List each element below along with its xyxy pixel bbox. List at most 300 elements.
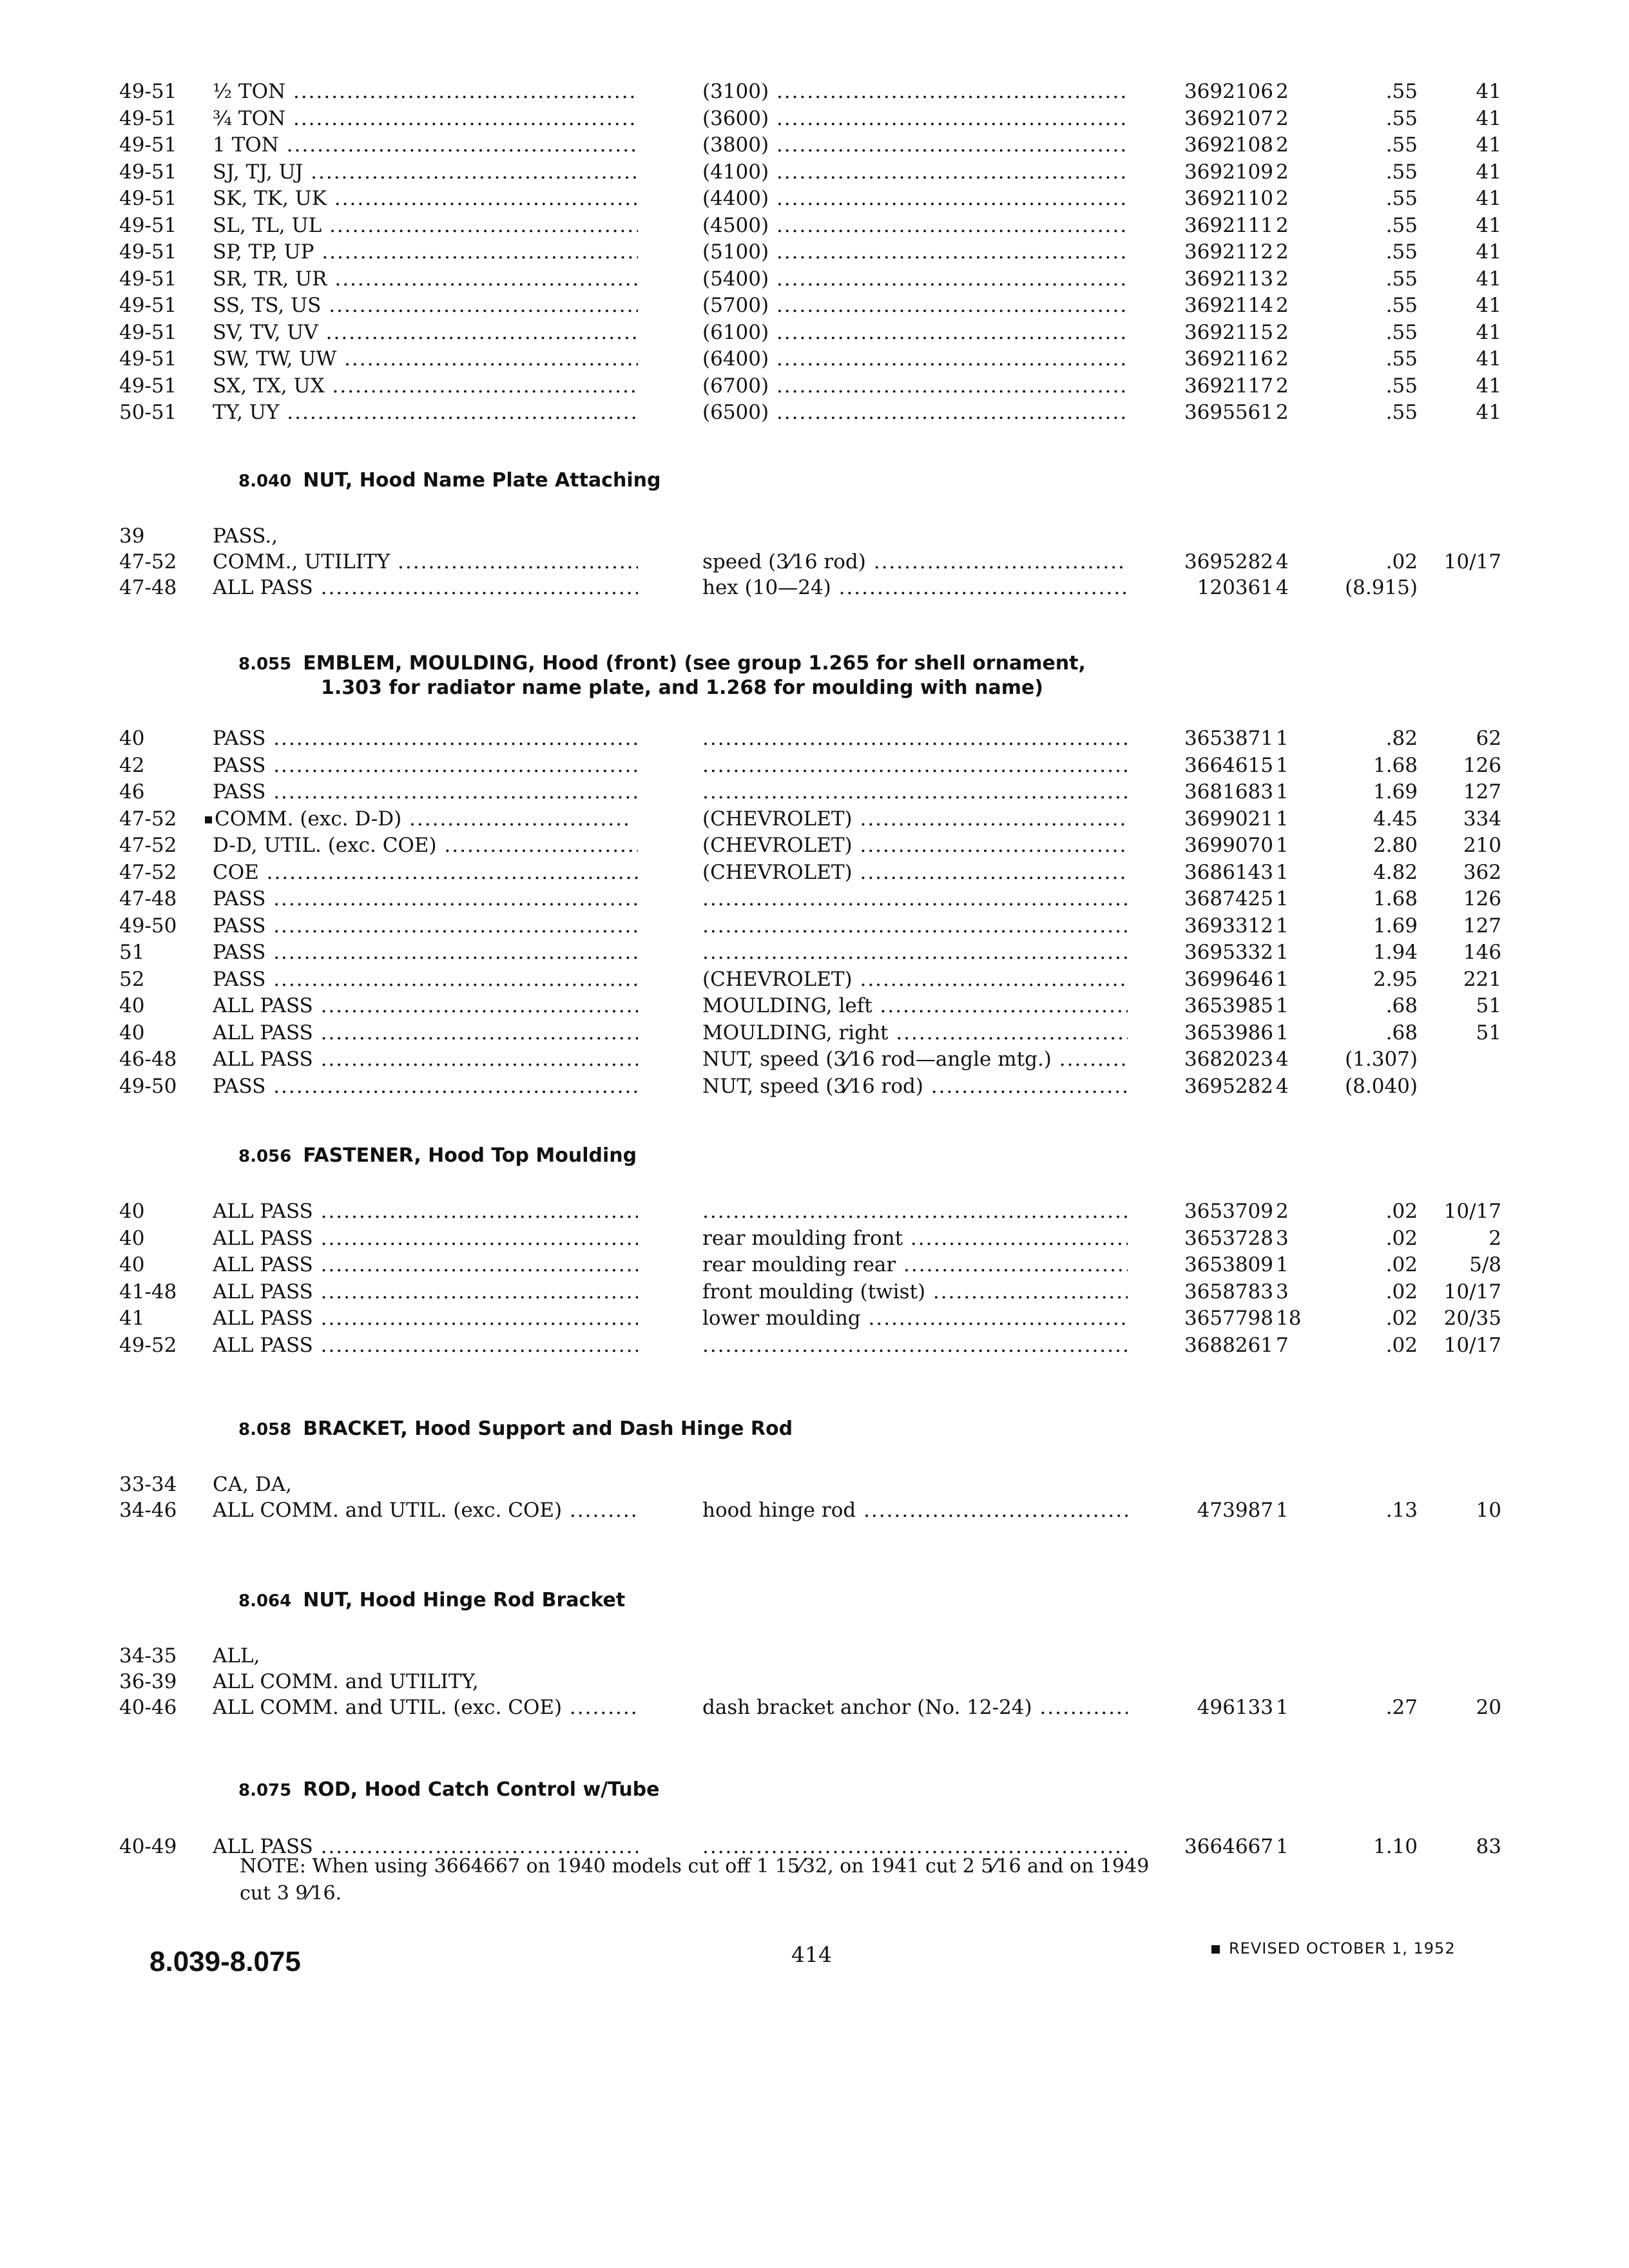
- price-cell: [1321, 1279, 1418, 1305]
- part-number-cell: [1144, 1279, 1273, 1305]
- year-cell: [119, 1834, 177, 1860]
- weight-cell-text: 41: [1476, 320, 1501, 344]
- table-row: [0, 1198, 1629, 1224]
- weight-cell: [1418, 779, 1501, 805]
- part-number-cell: [1144, 913, 1273, 939]
- table-row: [0, 213, 1629, 238]
- quantity-cell: [1276, 132, 1302, 158]
- model-cell: [213, 1643, 638, 1669]
- section-title: NUT, Hood Hinge Rod Bracket: [303, 1589, 626, 1611]
- model-cell-text: TY, UY: [213, 401, 280, 424]
- model-cell: [205, 806, 630, 832]
- description-cell: [702, 239, 1128, 265]
- part-number-cell-text: 3688261: [1184, 1333, 1273, 1357]
- quantity-cell-text: 1: [1276, 994, 1289, 1017]
- year-cell-text: 49-50: [119, 914, 177, 937]
- quantity-cell: [1276, 779, 1302, 805]
- part-number-cell-text: 3653709: [1184, 1200, 1273, 1223]
- description-cell-text: (CHEVROLET): [702, 834, 853, 857]
- description-cell: [702, 549, 1128, 575]
- description-cell: [702, 1305, 1128, 1331]
- year-cell: [119, 549, 177, 575]
- price-cell-text: .55: [1385, 213, 1418, 237]
- section-number: 8.075: [238, 1781, 292, 1800]
- quantity-cell: [1276, 1252, 1302, 1278]
- weight-cell: [1418, 239, 1501, 265]
- price-cell-text: 1.10: [1373, 1835, 1418, 1858]
- price-cell: [1321, 1046, 1418, 1072]
- table-row: [0, 106, 1629, 131]
- description-cell-text: dash bracket anchor (No. 12-24): [702, 1696, 1032, 1719]
- weight-cell: [1418, 753, 1501, 778]
- weight-cell: [1418, 886, 1501, 912]
- model-cell: [213, 1497, 638, 1523]
- quantity-cell: [1276, 1305, 1302, 1331]
- model-cell-text: ALL PASS: [213, 1021, 313, 1044]
- price-cell-text: .55: [1385, 160, 1418, 184]
- description-cell-text: lower moulding: [702, 1307, 861, 1330]
- table-row: [0, 1046, 1629, 1072]
- weight-cell: [1418, 79, 1501, 104]
- model-cell-text: PASS: [213, 780, 266, 803]
- year-cell: [119, 1472, 177, 1497]
- part-number-cell: [1144, 213, 1273, 238]
- description-cell: [702, 993, 1128, 1019]
- price-cell-text: .02: [1385, 1333, 1418, 1357]
- year-cell-text: 52: [119, 967, 145, 991]
- year-cell-text: 47-52: [119, 860, 177, 884]
- description-cell-text: (3100): [702, 80, 769, 103]
- price-cell-text: (1.307): [1345, 1048, 1418, 1071]
- table-row: [0, 346, 1629, 372]
- quantity-cell: [1276, 266, 1302, 292]
- year-cell: [119, 753, 144, 778]
- model-cell: [213, 186, 638, 211]
- year-cell-text: 49-51: [119, 347, 177, 370]
- description-cell-text: MOULDING, left: [702, 994, 872, 1017]
- table-row: [0, 373, 1629, 399]
- quantity-cell: [1276, 239, 1302, 265]
- price-cell-text: .55: [1385, 240, 1418, 264]
- model-cell-text: SV, TV, UV: [213, 320, 318, 344]
- part-number-cell-text: 3692113: [1184, 267, 1273, 291]
- price-cell-text: .55: [1385, 267, 1418, 291]
- part-number-cell-text: 3692107: [1184, 106, 1273, 130]
- model-cell: [213, 239, 638, 265]
- year-cell: [119, 1046, 177, 1072]
- table-row: [0, 860, 1629, 885]
- quantity-cell-text: 3: [1276, 1280, 1289, 1303]
- model-cell: [213, 966, 638, 992]
- quantity-cell-text: 1: [1276, 727, 1289, 750]
- description-cell-text: rear moulding front: [702, 1226, 903, 1250]
- weight-cell: [1418, 132, 1501, 158]
- model-cell-text: PASS: [213, 941, 266, 964]
- model-cell-text: SP, TP, UP: [213, 240, 314, 264]
- price-cell: [1321, 966, 1418, 992]
- quantity-cell-text: 2: [1276, 320, 1289, 344]
- price-cell-text: .02: [1385, 550, 1418, 573]
- year-cell: [119, 106, 177, 131]
- description-cell: [702, 726, 1128, 751]
- description-cell-text: (5700): [702, 294, 769, 317]
- weight-cell: [1418, 106, 1501, 131]
- year-cell-text: 46: [119, 780, 145, 803]
- year-cell: [119, 993, 144, 1019]
- quantity-cell: [1276, 320, 1302, 345]
- model-cell: [213, 320, 638, 345]
- part-number-cell-text: 3653809: [1184, 1253, 1273, 1276]
- weight-cell-text: 126: [1463, 887, 1501, 910]
- weight-cell: [1418, 726, 1501, 751]
- year-cell: [119, 1073, 177, 1099]
- quantity-cell-text: 1: [1276, 1696, 1289, 1719]
- section-title: NUT, Hood Name Plate Attaching: [303, 469, 661, 492]
- part-number-cell-text: 3695561: [1184, 401, 1273, 424]
- year-cell-text: 49-51: [119, 106, 177, 130]
- price-cell: [1321, 1834, 1418, 1860]
- year-cell: [119, 79, 177, 104]
- weight-cell-text: 41: [1476, 374, 1501, 398]
- table-row: [0, 966, 1629, 992]
- price-cell: [1321, 779, 1418, 805]
- description-cell: [702, 832, 1128, 858]
- year-cell: [119, 159, 177, 185]
- weight-cell: [1418, 993, 1501, 1019]
- description-cell: [702, 779, 1128, 805]
- year-cell-text: 40: [119, 1253, 145, 1276]
- price-cell: [1321, 399, 1418, 425]
- year-cell-text: 47-48: [119, 576, 177, 599]
- price-cell: [1321, 832, 1418, 858]
- weight-cell: [1418, 320, 1501, 345]
- model-cell-text: COMM., UTILITY: [213, 550, 390, 573]
- year-cell-text: 41-48: [119, 1280, 177, 1303]
- weight-cell: [1418, 913, 1501, 939]
- model-cell: [213, 939, 638, 965]
- quantity-cell-text: 18: [1276, 1307, 1302, 1330]
- description-cell-text: rear moulding rear: [702, 1253, 896, 1276]
- weight-cell: [1418, 373, 1501, 399]
- year-cell: [119, 1252, 144, 1278]
- section-number: 8.040: [238, 472, 292, 491]
- price-cell-text: .55: [1385, 80, 1418, 103]
- model-cell: [213, 779, 638, 805]
- weight-cell-text: 126: [1463, 753, 1501, 777]
- weight-cell-text: 41: [1476, 80, 1501, 103]
- weight-cell-text: 41: [1476, 213, 1501, 237]
- revised-marker-icon: [205, 816, 212, 823]
- price-cell: [1321, 913, 1418, 939]
- model-cell-text: ALL PASS: [213, 1226, 313, 1250]
- model-cell: [213, 913, 638, 939]
- model-cell-text: PASS: [213, 1074, 266, 1098]
- year-cell-text: 49-52: [119, 1333, 177, 1357]
- model-cell: [213, 1669, 638, 1695]
- weight-cell-text: 41: [1476, 347, 1501, 370]
- part-number-cell-text: 3681683: [1184, 780, 1273, 803]
- part-number-cell: [1144, 79, 1273, 104]
- model-cell: [213, 213, 638, 238]
- part-number-cell: [1144, 320, 1273, 345]
- price-cell-text: .82: [1385, 727, 1418, 750]
- year-cell-text: 49-51: [119, 160, 177, 184]
- price-cell: [1321, 939, 1418, 965]
- quantity-cell-text: 4: [1276, 1048, 1289, 1071]
- price-cell-text: .55: [1385, 374, 1418, 398]
- table-row: [0, 1332, 1629, 1358]
- weight-cell-text: 2: [1489, 1226, 1501, 1250]
- year-cell: [119, 132, 177, 158]
- quantity-cell-text: 2: [1276, 187, 1289, 210]
- description-cell: [702, 860, 1128, 885]
- description-cell: [702, 320, 1128, 345]
- year-cell-text: 49-51: [119, 267, 177, 291]
- price-cell: [1321, 753, 1418, 778]
- price-cell-text: 2.95: [1373, 967, 1418, 991]
- table-row: [0, 159, 1629, 185]
- quantity-cell-text: 2: [1276, 374, 1289, 398]
- price-cell: [1321, 1073, 1418, 1099]
- section-number: 8.055: [238, 655, 292, 674]
- section-title: FASTENER, Hood Top Moulding: [303, 1144, 637, 1167]
- model-cell-text: D-D, UTIL. (exc. COE): [213, 834, 437, 857]
- description-cell: [702, 753, 1128, 778]
- quantity-cell: [1276, 1020, 1302, 1046]
- price-cell-text: 1.68: [1373, 753, 1418, 777]
- weight-cell-text: 146: [1463, 941, 1501, 964]
- description-cell-text: (5100): [702, 240, 769, 264]
- part-number-cell: [1144, 159, 1273, 185]
- model-cell: [213, 1279, 638, 1305]
- model-cell: [213, 1225, 638, 1251]
- price-cell-text: .02: [1385, 1253, 1418, 1276]
- price-cell-text: 1.94: [1373, 941, 1418, 964]
- table-row: [0, 1073, 1629, 1099]
- model-cell-text: COE: [213, 860, 259, 884]
- weight-cell-text: 210: [1463, 834, 1501, 857]
- price-cell-text: 1.68: [1373, 887, 1418, 910]
- table-row: [0, 832, 1629, 858]
- price-cell: [1321, 132, 1418, 158]
- quantity-cell-text: 1: [1276, 834, 1289, 857]
- table-row: [0, 993, 1629, 1019]
- part-number-cell-text: 3664667: [1184, 1835, 1273, 1858]
- part-number-cell: [1144, 966, 1273, 992]
- weight-cell: [1418, 346, 1501, 372]
- weight-cell-text: 41: [1476, 294, 1501, 317]
- quantity-cell: [1276, 213, 1302, 238]
- quantity-cell-text: 7: [1276, 1333, 1289, 1357]
- quantity-cell-text: 2: [1276, 106, 1289, 130]
- year-cell: [119, 860, 177, 885]
- weight-cell: [1418, 1020, 1501, 1046]
- quantity-cell-text: 1: [1276, 807, 1289, 831]
- description-cell-text: (5400): [702, 267, 769, 291]
- part-number-cell-text: 3692108: [1184, 133, 1273, 157]
- year-cell-text: 34-46: [119, 1499, 177, 1522]
- part-number-cell: [1144, 1332, 1273, 1358]
- year-cell: [119, 726, 144, 751]
- quantity-cell-text: 2: [1276, 294, 1289, 317]
- quantity-cell: [1276, 726, 1302, 751]
- quantity-cell: [1276, 993, 1302, 1019]
- part-number-cell-text: 3695332: [1184, 941, 1273, 964]
- weight-cell: [1418, 832, 1501, 858]
- model-cell-text: SK, TK, UK: [213, 187, 327, 210]
- part-number-cell-text: 3653871: [1184, 727, 1273, 750]
- description-cell: [702, 373, 1128, 399]
- part-number-cell-text: 3692116: [1184, 347, 1273, 370]
- year-cell: [119, 293, 177, 318]
- price-cell: [1321, 575, 1418, 601]
- table-row: [0, 549, 1629, 575]
- model-cell-text: SS, TS, US: [213, 294, 322, 317]
- price-cell-text: .55: [1385, 347, 1418, 370]
- weight-cell-text: 362: [1463, 860, 1501, 884]
- price-cell-text: .13: [1385, 1499, 1418, 1522]
- quantity-cell: [1276, 1225, 1302, 1251]
- year-cell-text: 40: [119, 1021, 145, 1044]
- part-number-cell-text: 3692114: [1184, 294, 1273, 317]
- model-cell: [213, 373, 638, 399]
- description-cell: [702, 293, 1128, 318]
- quantity-cell: [1276, 913, 1302, 939]
- year-cell-text: 49-51: [119, 213, 177, 237]
- model-cell: [213, 1073, 638, 1099]
- model-cell-text: ALL PASS: [213, 1200, 313, 1223]
- price-cell: [1321, 213, 1418, 238]
- model-cell-text: COMM. (exc. D-D): [215, 807, 402, 831]
- description-cell-text: (6500): [702, 401, 769, 424]
- table-row: [0, 779, 1629, 805]
- quantity-cell: [1276, 1834, 1302, 1860]
- weight-cell: [1418, 266, 1501, 292]
- weight-cell-text: 62: [1476, 727, 1501, 750]
- weight-cell-text: 20: [1476, 1696, 1501, 1719]
- weight-cell: [1418, 1497, 1501, 1523]
- table-row: [0, 913, 1629, 939]
- weight-cell: [1418, 213, 1501, 238]
- description-cell-text: (CHEVROLET): [702, 860, 853, 884]
- part-number-cell: [1144, 993, 1273, 1019]
- part-number-cell-text: 3653728: [1184, 1226, 1273, 1250]
- year-cell: [119, 266, 177, 292]
- part-number-cell-text: 3653986: [1184, 1021, 1273, 1044]
- section-heading-8040: [238, 469, 660, 492]
- quantity-cell: [1276, 860, 1302, 885]
- weight-cell-text: 41: [1476, 160, 1501, 184]
- description-cell-text: (4500): [702, 213, 769, 237]
- year-cell: [119, 239, 177, 265]
- table-row: [0, 1643, 1629, 1669]
- description-cell-text: front moulding (twist): [702, 1280, 926, 1303]
- year-cell-text: 40: [119, 1200, 145, 1223]
- section-number: 8.056: [238, 1147, 292, 1166]
- price-cell-text: .02: [1385, 1200, 1418, 1223]
- part-number-cell: [1144, 373, 1273, 399]
- quantity-cell: [1276, 575, 1302, 601]
- weight-cell-text: 41: [1476, 267, 1501, 291]
- model-cell-text: SJ, TJ, UJ: [213, 160, 304, 184]
- description-cell-text: hood hinge rod: [702, 1499, 856, 1522]
- part-number-cell: [1144, 575, 1273, 601]
- model-cell: [213, 1695, 638, 1720]
- model-cell-text: ALL PASS: [213, 576, 313, 599]
- price-cell: [1321, 186, 1418, 211]
- section-heading-8055: [238, 652, 1086, 675]
- quantity-cell-text: 1: [1276, 1835, 1289, 1858]
- part-number-cell: [1144, 753, 1273, 778]
- quantity-cell: [1276, 832, 1302, 858]
- quantity-cell: [1276, 293, 1302, 318]
- model-cell-text: ¾ TON: [213, 106, 286, 130]
- table-row: [0, 1305, 1629, 1331]
- price-cell: [1321, 806, 1418, 832]
- part-number-cell-text: 3693312: [1184, 914, 1273, 937]
- weight-cell-text: 41: [1476, 187, 1501, 210]
- table-row: [0, 1279, 1629, 1305]
- part-number-cell-text: 3682023: [1184, 1048, 1273, 1071]
- table-row: [0, 1497, 1629, 1523]
- model-cell: [213, 399, 638, 425]
- part-number-cell-text: 3695282: [1184, 550, 1273, 573]
- price-cell-text: (8.915): [1345, 576, 1418, 599]
- year-cell: [119, 1332, 177, 1358]
- part-number-cell: [1144, 1225, 1273, 1251]
- year-cell-text: 51: [119, 941, 145, 964]
- part-number-cell-text: 3692109: [1184, 160, 1273, 184]
- price-cell-text: 4.82: [1373, 860, 1418, 884]
- section-heading-8055-line2: 1.303 for radiator name plate, and 1.268 for moulding with name): [321, 677, 1044, 699]
- section-number: 8.058: [238, 1420, 292, 1439]
- model-cell-text: PASS: [213, 887, 266, 910]
- description-cell: [702, 1332, 1128, 1358]
- year-cell: [119, 1305, 144, 1331]
- part-number-cell: [1144, 346, 1273, 372]
- table-row: [0, 1669, 1629, 1695]
- year-cell: [119, 320, 177, 345]
- weight-cell-text: 41: [1476, 240, 1501, 264]
- model-cell-text: ALL PASS: [213, 1307, 313, 1330]
- quantity-cell-text: 1: [1276, 914, 1289, 937]
- quantity-cell: [1276, 346, 1302, 372]
- price-cell-text: .68: [1385, 994, 1418, 1017]
- quantity-cell-text: 2: [1276, 1200, 1289, 1223]
- model-cell-text: PASS: [213, 753, 266, 777]
- quantity-cell-text: 2: [1276, 240, 1289, 264]
- quantity-cell-text: 2: [1276, 213, 1289, 237]
- model-cell: [213, 1198, 638, 1224]
- quantity-cell: [1276, 79, 1302, 104]
- model-cell-text: SL, TL, UL: [213, 213, 322, 237]
- price-cell: [1321, 79, 1418, 104]
- model-cell-text: SX, TX, UX: [213, 374, 325, 398]
- table-row: [0, 1225, 1629, 1251]
- part-number-cell: [1144, 1046, 1273, 1072]
- page-number: 414: [791, 1942, 832, 1967]
- price-cell-text: (8.040): [1345, 1074, 1418, 1098]
- model-cell: [213, 523, 638, 549]
- description-cell: [702, 106, 1128, 131]
- section-heading-8075: [238, 1778, 660, 1801]
- table-row: [0, 239, 1629, 265]
- description-cell-text: (6400): [702, 347, 769, 370]
- year-cell-text: 50-51: [119, 401, 177, 424]
- quantity-cell-text: 2: [1276, 80, 1289, 103]
- model-cell: [213, 549, 638, 575]
- part-number-cell-text: 3686143: [1184, 860, 1273, 884]
